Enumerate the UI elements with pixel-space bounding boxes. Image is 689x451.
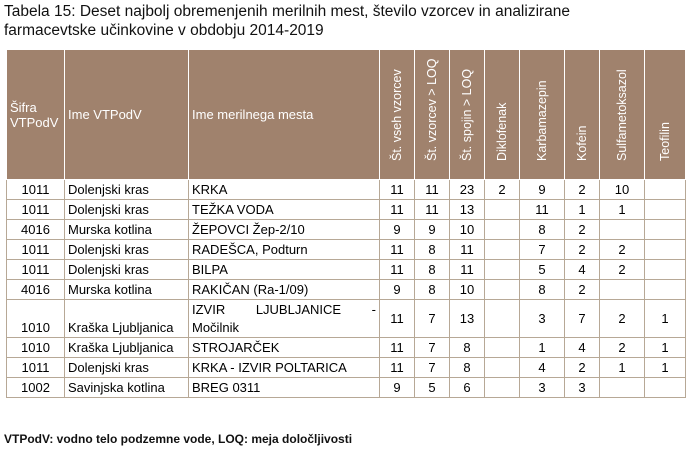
cell-teofilin [645,200,686,220]
cell-vseh: 11 [380,358,415,378]
cell-diklofenak [485,378,520,398]
cell-ime: Murska kotlina [65,280,189,300]
cell-sulfametoksazol: 2 [600,260,645,280]
cell-diklofenak: 2 [485,180,520,200]
cell-sifra: 1011 [7,358,65,378]
cell-vseh: 11 [380,338,415,358]
table-row [7,300,686,338]
cell-teofilin: 1 [645,338,686,358]
cell-kofein: 4 [565,260,600,280]
cell-kofein: 2 [565,180,600,200]
cell-spojin: 10 [450,220,485,240]
mesto-word-1: IZVIR [192,301,226,317]
cell-sulfametoksazol: 1 [600,358,645,378]
cell-diklofenak [485,200,520,220]
cell-vseh: 11 [380,300,415,338]
header-karbamazepin: Karbamazepin [520,50,565,180]
cell-sulfametoksazol: 2 [600,240,645,260]
table-row [7,200,686,220]
cell-kofein: 3 [565,378,600,398]
cell-spojin: 13 [450,200,485,220]
header-st-spojin: Št. spojin > LOQ [450,50,485,180]
cell-ime: Murska kotlina [65,220,189,240]
header-row [7,50,686,180]
cell-vseh: 11 [380,200,415,220]
cell-vseh: 11 [380,260,415,280]
cell-mesto: KRKA - IZVIR POLTARICA [189,358,380,378]
cell-loq: 8 [415,280,450,300]
table-row [7,220,686,240]
table-row [7,260,686,280]
header-st-vseh: Št. vseh vzorcev [380,50,415,180]
cell-sifra: 4016 [7,220,65,240]
cell-spojin: 6 [450,378,485,398]
cell-spojin: 10 [450,280,485,300]
table-row [7,358,686,378]
cell-loq: 7 [415,338,450,358]
cell-sifra: 1011 [7,180,65,200]
cell-karbamazepin: 5 [520,260,565,280]
cell-mesto [189,300,380,338]
cell-vseh: 11 [380,180,415,200]
cell-loq: 5 [415,378,450,398]
cell-kofein: 2 [565,358,600,378]
cell-spojin: 23 [450,180,485,200]
header-ime-mesta: Ime merilnega mesta [189,50,380,180]
cell-kofein: 2 [565,220,600,240]
cell-karbamazepin: 8 [520,280,565,300]
cell-teofilin [645,220,686,240]
cell-sulfametoksazol [600,220,645,240]
mesto-line-2: Močilnik [192,319,239,335]
cell-ime: Savinjska kotlina [65,378,189,398]
header-teofilin: Teofilin [645,50,686,180]
cell-loq: 11 [415,200,450,220]
cell-ime: Dolenjski kras [65,260,189,280]
cell-loq: 8 [415,240,450,260]
cell-loq: 7 [415,300,450,338]
cell-sifra: 1011 [7,240,65,260]
caption-line-1: Tabela 15: Deset najbolj obremenjenih merilnih mest, število vzorcev in analizirane [4,3,571,20]
table-row [7,378,686,398]
cell-sulfametoksazol: 2 [600,338,645,358]
cell-diklofenak [485,280,520,300]
cell-karbamazepin: 3 [520,300,565,338]
mesto-word-2: LJUBLJANICE [255,301,342,317]
cell-mesto: BILPA [189,260,380,280]
cell-mesto: KRKA [189,180,380,200]
cell-karbamazepin: 1 [520,338,565,358]
cell-sifra: 1002 [7,378,65,398]
cell-vseh: 9 [380,378,415,398]
data-table [6,49,686,398]
cell-kofein: 4 [565,338,600,358]
cell-teofilin [645,378,686,398]
header-ime-vtpodv: Ime VTPodV [65,50,189,180]
header-sifra: Šifra VTPodV [7,50,65,180]
cell-spojin: 11 [450,240,485,260]
cell-loq: 11 [415,180,450,200]
cell-vseh: 11 [380,240,415,260]
cell-karbamazepin: 9 [520,180,565,200]
cell-sifra: 1011 [7,200,65,220]
cell-diklofenak [485,358,520,378]
header-kofein: Kofein [565,50,600,180]
cell-karbamazepin: 3 [520,378,565,398]
cell-spojin: 13 [450,300,485,338]
cell-spojin: 8 [450,338,485,358]
cell-sulfametoksazol: 2 [600,300,645,338]
cell-diklofenak [485,300,520,338]
cell-mesto: STROJARČEK [189,338,380,358]
cell-mesto: BREG 0311 [189,378,380,398]
cell-kofein: 2 [565,240,600,260]
cell-mesto: ŽEPOVCI Žep-2/10 [189,220,380,240]
cell-loq: 8 [415,260,450,280]
cell-teofilin [645,260,686,280]
cell-sifra: 4016 [7,280,65,300]
cell-teofilin [645,240,686,260]
cell-diklofenak [485,260,520,280]
table-row [7,180,686,200]
header-diklofenak: Diklofenak [485,50,520,180]
caption-line-2: farmacevtske učinkovine v obdobju 2014-2019 [4,22,324,39]
cell-kofein: 1 [565,200,600,220]
cell-vseh: 9 [380,220,415,240]
cell-karbamazepin: 7 [520,240,565,260]
cell-loq: 9 [415,220,450,240]
cell-karbamazepin: 11 [520,200,565,220]
cell-teofilin [645,180,686,200]
cell-ime: Dolenjski kras [65,358,189,378]
cell-mesto: TEŽKA VODA [189,200,380,220]
cell-sulfametoksazol: 1 [600,200,645,220]
cell-sulfametoksazol [600,378,645,398]
table-row [7,338,686,358]
cell-karbamazepin: 4 [520,358,565,378]
cell-sifra: 1010 [7,300,65,338]
header-st-loq: Št. vzorcev > LOQ [415,50,450,180]
cell-diklofenak [485,338,520,358]
cell-ime: Dolenjski kras [65,200,189,220]
cell-ime: Dolenjski kras [65,180,189,200]
cell-kofein: 7 [565,300,600,338]
cell-mesto: RAKIČAN (Ra-1/09) [189,280,380,300]
cell-sifra: 1010 [7,338,65,358]
cell-ime: Dolenjski kras [65,240,189,260]
table-caption [4,2,684,40]
table-row [7,280,686,300]
cell-diklofenak [485,240,520,260]
cell-sulfametoksazol: 10 [600,180,645,200]
cell-teofilin: 1 [645,358,686,378]
header-sulfametoksazol: Sulfametoksazol [600,50,645,180]
cell-sifra: 1011 [7,260,65,280]
cell-teofilin [645,280,686,300]
table-row [7,240,686,260]
cell-teofilin: 1 [645,300,686,338]
cell-mesto: RADEŠCA, Podturn [189,240,380,260]
cell-spojin: 8 [450,358,485,378]
mesto-word-3: - [371,301,376,317]
cell-ime: Kraška Ljubljanica [65,300,189,338]
cell-vseh: 9 [380,280,415,300]
footnote: VTPodV: vodno telo podzemne vode, LOQ: meja določljivosti [4,432,353,446]
cell-sulfametoksazol [600,280,645,300]
cell-kofein: 2 [565,280,600,300]
cell-karbamazepin: 8 [520,220,565,240]
cell-diklofenak [485,220,520,240]
cell-spojin: 11 [450,260,485,280]
cell-ime: Kraška Ljubljanica [65,338,189,358]
cell-loq: 7 [415,358,450,378]
